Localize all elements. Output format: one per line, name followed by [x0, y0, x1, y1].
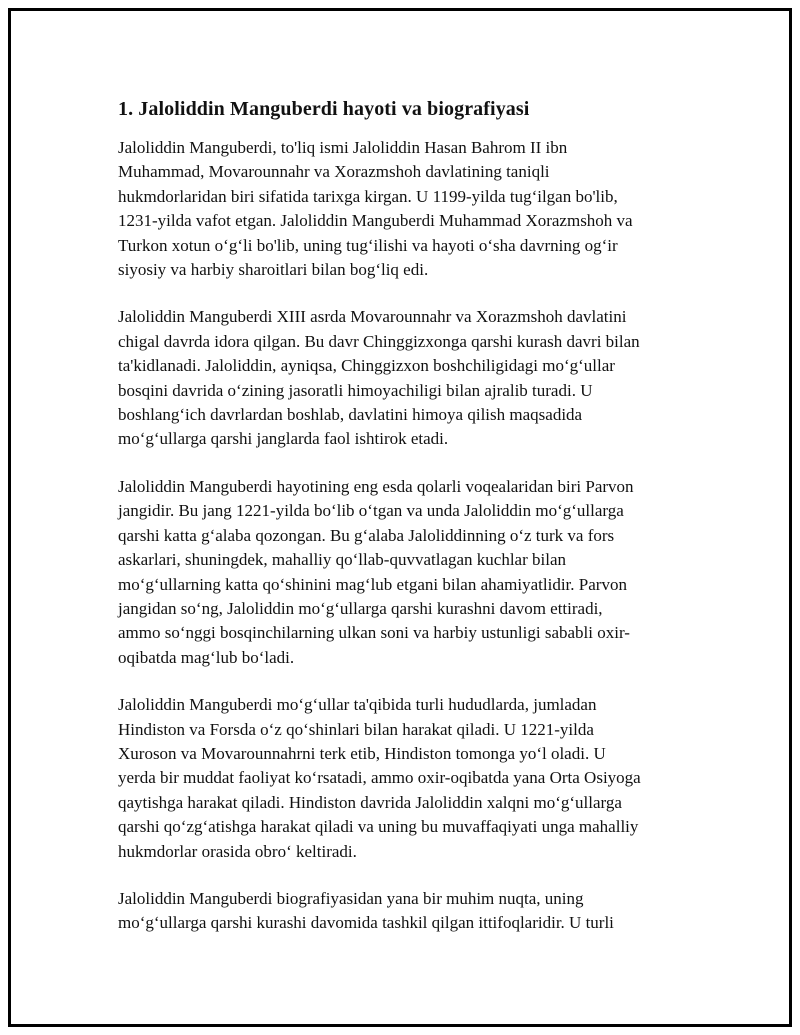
text-line: Muhammad, Movarounnahr va Xorazmshoh davlatining taniqli	[118, 162, 550, 182]
text-line: Turkon xotun o‘g‘li bo'lib, uning tug‘ilishi va hayoti o‘sha davrning og‘ir	[118, 235, 618, 255]
text-line: ammo so‘nggi bosqinchilarning ulkan soni va harbiy ustunligi sababli oxir-	[118, 623, 630, 643]
text-line: hukmdorlaridan biri sifatida tarixga kirgan. U 1199-yilda tug‘ilgan bo'lib,	[118, 186, 618, 206]
text-line: qarshi katta g‘alaba qozongan. Bu g‘alaba Jaloliddinning o‘z turk va fors	[118, 525, 615, 545]
text-line: yerda bir muddat faoliyat ko‘rsatadi, ammo oxir-oqibatda yana Orta Osiyoga	[118, 768, 641, 788]
text-line: 1231-yilda vafot etgan. Jaloliddin Manguberdi Muhammad Xorazmshoh va	[118, 211, 633, 231]
text-line: qarshi qo‘zg‘atishga harakat qiladi va uning bu muvaffaqiyati unga mahalliy	[118, 817, 639, 837]
text-line: ta'kidlanadi. Jaloliddin, ayniqsa, Chinggizxon boshchiligidagi mo‘g‘ullar	[118, 356, 615, 376]
paragraph	[118, 136, 693, 282]
text-line: qaytishga harakat qiladi. Hindiston davrida Jaloliddin xalqni mo‘g‘ullarga	[118, 792, 622, 812]
text-line: jangidan so‘ng, Jaloliddin mo‘g‘ullarga qarshi kurashni davom ettiradi,	[118, 598, 603, 618]
text-line: bosqini davrida o‘zining jasoratli himoyachiligi bilan ajralib turadi. U	[118, 380, 593, 400]
text-line: siyosiy va harbiy sharoitlari bilan bog‘liq edi.	[118, 260, 429, 280]
paragraph-list	[118, 136, 693, 936]
text-line: Hindiston va Forsda o‘z qo‘shinlari bilan harakat qiladi. U 1221-yilda	[118, 719, 594, 739]
text-line: Jaloliddin Manguberdi mo‘g‘ullar ta'qibida turli hududlarda, jumladan	[118, 695, 597, 715]
paragraph	[118, 305, 693, 451]
text-line: mo‘g‘ullarga qarshi janglarda faol ishtirok etadi.	[118, 429, 449, 449]
text-line: mo‘g‘ullarning katta qo‘shinini mag‘lub etgani bilan ahamiyatlidir. Parvon	[118, 574, 627, 594]
text-line: boshlang‘ich davrlardan boshlab, davlatini himoya qilish maqsadida	[118, 405, 583, 425]
text-line: askarlari, shuningdek, mahalliy qo‘llab-quvvatlagan kuchlar bilan	[118, 550, 567, 570]
text-line: Jaloliddin Manguberdi, to'liq ismi Jaloliddin Hasan Bahrom II ibn	[118, 138, 568, 157]
document-body	[118, 96, 693, 959]
text-line: mo‘g‘ullarga qarshi kurashi davomida tashkil qilgan ittifoqlaridir. U turli	[118, 913, 614, 933]
text-line: Xuroson va Movarounnahrni terk etib, Hindiston tomonga yo‘l oladi. U	[118, 743, 606, 763]
paragraph	[118, 887, 693, 936]
paragraph	[118, 693, 693, 864]
text-line: hukmdorlar orasida obro‘ keltiradi.	[118, 841, 357, 861]
text-line: Jaloliddin Manguberdi biografiyasidan yana bir muhim nuqta, uning	[118, 888, 584, 908]
text-line: oqibatda mag‘lub bo‘ladi.	[118, 647, 295, 667]
text-line: Jaloliddin Manguberdi hayotining eng esda qolarli voqealaridan biri Parvon	[118, 476, 634, 496]
text-line: chigal davrda idora qilgan. Bu davr Chinggizxonga qarshi kurash davri bilan	[118, 331, 640, 351]
section-heading: 1. Jaloliddin Manguberdi hayoti va biografiyasi	[118, 98, 530, 120]
paragraph	[118, 475, 693, 670]
text-line: Jaloliddin Manguberdi XIII asrda Movarounnahr va Xorazmshoh davlatini	[118, 307, 627, 327]
text-line: jangidir. Bu jang 1221-yilda bo‘lib o‘tgan va unda Jaloliddin mo‘g‘ullarga	[118, 501, 624, 521]
